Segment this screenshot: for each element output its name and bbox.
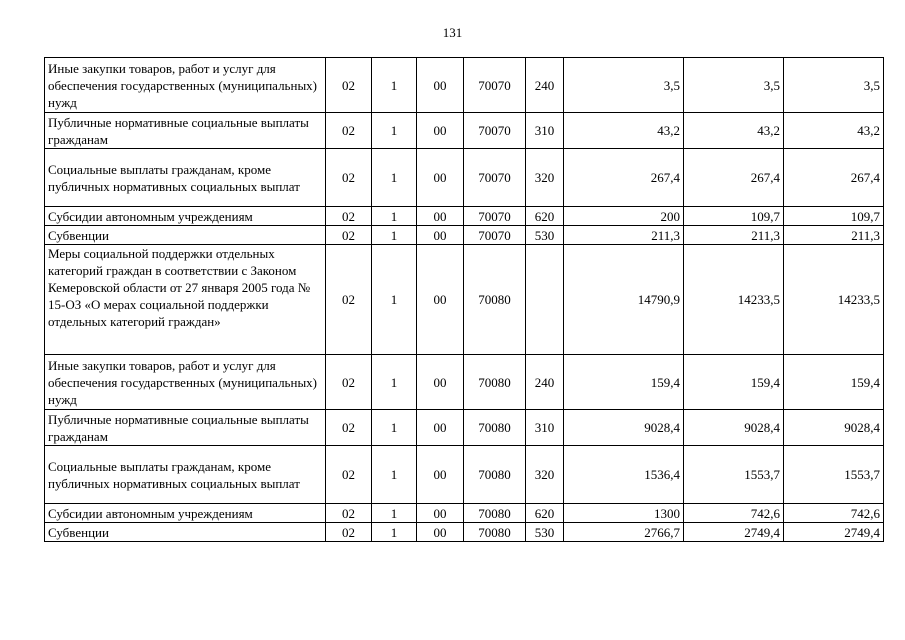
amount-2: 14233,5 [684,245,784,355]
row-name: Публичные нормативные социальные выплаты гражданам [45,410,326,446]
amount-3: 267,4 [784,149,884,207]
amount-1: 14790,9 [564,245,684,355]
section-code: 02 [326,355,372,410]
section-code: 02 [326,523,372,542]
amount-2: 1553,7 [684,446,784,504]
target-code: 70080 [464,245,526,355]
subprogram-code: 00 [417,226,464,245]
subprogram-code: 00 [417,245,464,355]
amount-2: 267,4 [684,149,784,207]
row-name: Субвенции [45,523,326,542]
amount-2: 3,5 [684,58,784,113]
target-code: 70070 [464,113,526,149]
amount-3: 742,6 [784,504,884,523]
section-code: 02 [326,58,372,113]
target-code: 70070 [464,207,526,226]
program-code: 1 [372,149,417,207]
amount-3: 109,7 [784,207,884,226]
expense-type-code: 620 [526,504,564,523]
table-row [45,207,884,226]
program-code: 1 [372,207,417,226]
table-row [45,113,884,149]
amount-3: 3,5 [784,58,884,113]
subprogram-code: 00 [417,355,464,410]
amount-2: 159,4 [684,355,784,410]
row-name: Иные закупки товаров, работ и услуг для обеспечения государственных (муниципальных) нужд [45,58,326,113]
amount-1: 211,3 [564,226,684,245]
program-code: 1 [372,245,417,355]
section-code: 02 [326,446,372,504]
amount-1: 267,4 [564,149,684,207]
expense-type-code: 620 [526,207,564,226]
subprogram-code: 00 [417,149,464,207]
table-row [45,410,884,446]
target-code: 70080 [464,504,526,523]
amount-2: 43,2 [684,113,784,149]
amount-3: 9028,4 [784,410,884,446]
subprogram-code: 00 [417,504,464,523]
program-code: 1 [372,58,417,113]
program-code: 1 [372,226,417,245]
table-row [45,355,884,410]
section-code: 02 [326,410,372,446]
target-code: 70070 [464,58,526,113]
section-code: 02 [326,149,372,207]
expense-type-code: 320 [526,149,564,207]
section-code: 02 [326,113,372,149]
amount-3: 1553,7 [784,446,884,504]
table-row [45,149,884,207]
target-code: 70080 [464,446,526,504]
expense-type-code: 320 [526,446,564,504]
amount-3: 2749,4 [784,523,884,542]
amount-2: 2749,4 [684,523,784,542]
amount-1: 3,5 [564,58,684,113]
target-code: 70080 [464,355,526,410]
page-number: 131 [442,25,463,40]
amount-1: 159,4 [564,355,684,410]
program-code: 1 [372,410,417,446]
row-name: Субвенции [45,226,326,245]
expense-type-code: 240 [526,58,564,113]
subprogram-code: 00 [417,523,464,542]
row-name: Меры социальной поддержки отдельных категорий граждан в соответствии с Законом Кемеровской области от 27 января 2005 года № 15-ОЗ «О мерах социальной поддержки отдельных категорий граждан» [45,245,326,355]
expense-type-code: 530 [526,523,564,542]
amount-2: 742,6 [684,504,784,523]
amount-2: 109,7 [684,207,784,226]
table-row [45,58,884,113]
table-row [45,446,884,504]
row-name: Социальные выплаты гражданам, кроме публичных нормативных социальных выплат [45,446,326,504]
target-code: 70080 [464,523,526,542]
target-code: 70080 [464,410,526,446]
subprogram-code: 00 [417,58,464,113]
amount-3: 43,2 [784,113,884,149]
amount-1: 43,2 [564,113,684,149]
program-code: 1 [372,355,417,410]
row-name: Публичные нормативные социальные выплаты гражданам [45,113,326,149]
row-name: Социальные выплаты гражданам, кроме публичных нормативных социальных выплат [45,149,326,207]
row-name: Иные закупки товаров, работ и услуг для обеспечения государственных (муниципальных) нужд [45,355,326,410]
row-name: Субсидии автономным учреждениям [45,504,326,523]
budget-table [44,57,884,542]
expense-type-code: 310 [526,410,564,446]
expense-type-code: 530 [526,226,564,245]
subprogram-code: 00 [417,410,464,446]
program-code: 1 [372,523,417,542]
table-row [45,226,884,245]
amount-3: 211,3 [784,226,884,245]
amount-1: 200 [564,207,684,226]
amount-3: 14233,5 [784,245,884,355]
expense-type-code: 310 [526,113,564,149]
subprogram-code: 00 [417,207,464,226]
table-row [45,523,884,542]
amount-1: 1300 [564,504,684,523]
amount-1: 1536,4 [564,446,684,504]
row-name: Субсидии автономным учреждениям [45,207,326,226]
section-code: 02 [326,504,372,523]
program-code: 1 [372,446,417,504]
amount-1: 2766,7 [564,523,684,542]
amount-1: 9028,4 [564,410,684,446]
expense-type-code [526,245,564,355]
section-code: 02 [326,245,372,355]
expense-type-code: 240 [526,355,564,410]
table-row [45,245,884,355]
amount-2: 211,3 [684,226,784,245]
subprogram-code: 00 [417,113,464,149]
target-code: 70070 [464,149,526,207]
amount-3: 159,4 [784,355,884,410]
subprogram-code: 00 [417,446,464,504]
program-code: 1 [372,113,417,149]
target-code: 70070 [464,226,526,245]
table-row [45,504,884,523]
amount-2: 9028,4 [684,410,784,446]
program-code: 1 [372,504,417,523]
section-code: 02 [326,207,372,226]
section-code: 02 [326,226,372,245]
